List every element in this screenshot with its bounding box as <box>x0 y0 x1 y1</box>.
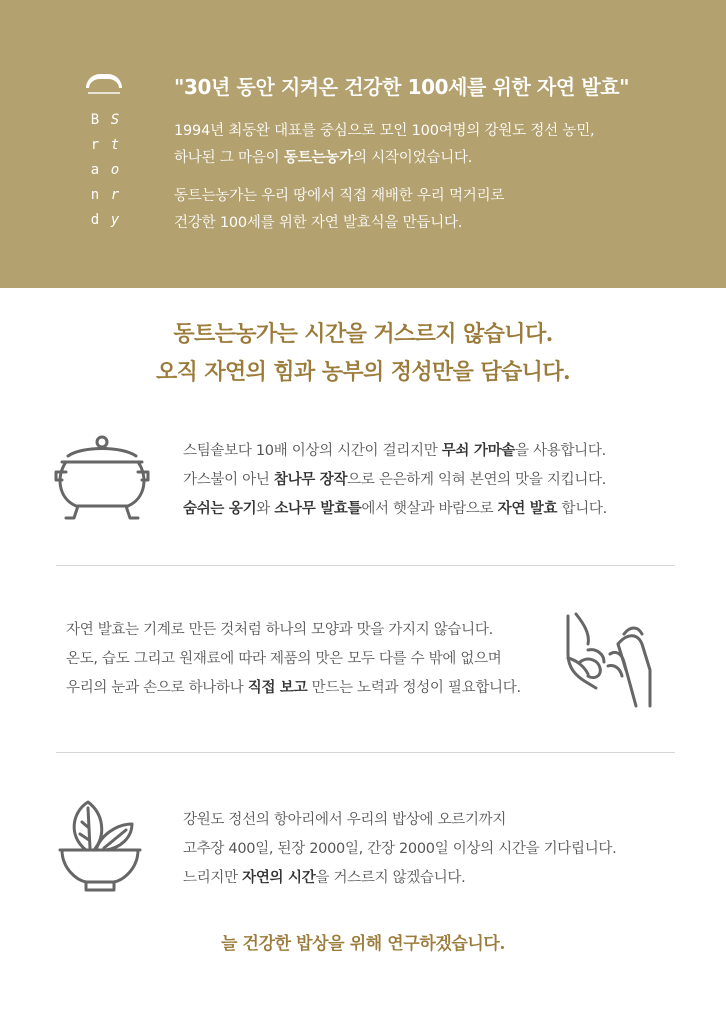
brand-letter: n <box>90 187 100 203</box>
bowl-leaf-icon <box>56 800 144 898</box>
brand-letter: r <box>90 137 100 153</box>
s2-emphasis-direct-check: 직접 보고 <box>247 680 308 696</box>
story-letter: t <box>110 137 120 153</box>
s3-line3-post: 을 거스르지 않겠습니다. <box>315 870 466 886</box>
s1-line3-mid2: 에서 햇살과 바람으로 <box>361 501 498 517</box>
s1-emphasis-pine-frame: 소나무 발효틀 <box>274 501 362 517</box>
brand-story-logo <box>84 74 126 234</box>
banner-p1-line2-pre: 하나된 그 마음이 <box>174 150 284 166</box>
banner-title: "30년 동안 지켜온 건강한 100세를 위한 자연 발효" <box>174 75 630 99</box>
s1-line1-pre: 스팀솥보다 10배 이상의 시간이 걸리지만 <box>183 443 442 459</box>
s3-line1: 강원도 정선의 항아리에서 우리의 밥상에 오르기까지 <box>183 812 507 828</box>
s2-line1: 자연 발효는 기계로 만든 것처럼 하나의 모양과 맛을 가지지 않습니다. <box>66 622 493 638</box>
s1-emphasis-onggi: 숨쉬는 옹기 <box>183 501 257 517</box>
pot-icon <box>52 432 152 524</box>
philosophy-headline <box>0 315 726 391</box>
banner-paragraph-2 <box>174 183 504 237</box>
brand-word <box>88 108 102 233</box>
s1-line3-post: 합니다. <box>557 501 607 517</box>
section-divider <box>56 752 675 753</box>
story-word <box>108 108 122 233</box>
banner-paragraph-1 <box>174 118 594 172</box>
story-letter: y <box>110 212 120 228</box>
banner-p1-line1: 1994년 최동완 대표를 중심으로 모인 100여명의 강원도 정선 농민, <box>174 123 595 139</box>
s1-line2-pre: 가스불이 아닌 <box>183 472 274 488</box>
s1-line1-post: 을 사용합니다. <box>515 443 606 459</box>
brand-letter: B <box>90 112 100 128</box>
headline-line-1: 동트는농가는 시간을 거스르지 않습니다. <box>173 321 553 347</box>
brand-letter: d <box>90 212 100 228</box>
s3-emphasis-natural-time: 자연의 시간 <box>242 870 316 886</box>
s1-line2-post: 으로 은은하게 익혀 본연의 맛을 지킵니다. <box>347 472 607 488</box>
s3-line3-pre: 느리지만 <box>183 870 243 886</box>
s1-emphasis-cauldron: 무쇠 가마솥 <box>441 443 516 459</box>
s1-emphasis-firewood: 참나무 장작 <box>273 472 348 488</box>
section-waiting-text <box>183 806 616 893</box>
story-letter: o <box>110 162 120 178</box>
s2-line3-post: 만드는 노력과 정성이 필요합니다. <box>307 680 521 696</box>
s3-line2: 고추장 400일, 된장 2000일, 간장 2000일 이상의 시간을 기다립니다. <box>183 841 617 857</box>
story-letter: S <box>110 112 120 128</box>
banner-p2-line1: 동트는농가는 우리 땅에서 직접 재배한 우리 먹거리로 <box>174 188 505 204</box>
brand-letter: a <box>90 162 100 178</box>
s2-line3-pre: 우리의 눈과 손으로 하나하나 <box>66 680 248 696</box>
logo-divider <box>88 92 120 94</box>
banner-p1-line2-post: 의 시작이었습니다. <box>352 150 473 166</box>
closing-statement: 늘 건강한 밥상을 위해 연구하겠습니다. <box>221 934 505 954</box>
headline-line-2: 오직 자연의 힘과 농부의 정성만을 담습니다. <box>155 359 571 385</box>
section-handmade-text <box>66 616 521 703</box>
banner-p2-line2: 건강한 100세를 위한 자연 발효식을 만듭니다. <box>174 215 463 231</box>
brand-story-banner <box>0 0 726 288</box>
brand-name-emphasis: 동트는농가 <box>283 150 353 166</box>
section-divider <box>56 565 675 566</box>
arch-icon <box>86 74 122 88</box>
hands-icon <box>558 610 662 710</box>
section-cauldron-text <box>183 437 607 524</box>
s1-line3-mid1: 와 <box>256 501 275 517</box>
story-letter: r <box>110 187 120 203</box>
s2-line2: 온도, 습도 그리고 원재료에 따라 제품의 맛은 모두 다를 수 밖에 없으며 <box>66 651 502 667</box>
s1-emphasis-natural-fermentation: 자연 발효 <box>497 501 558 517</box>
